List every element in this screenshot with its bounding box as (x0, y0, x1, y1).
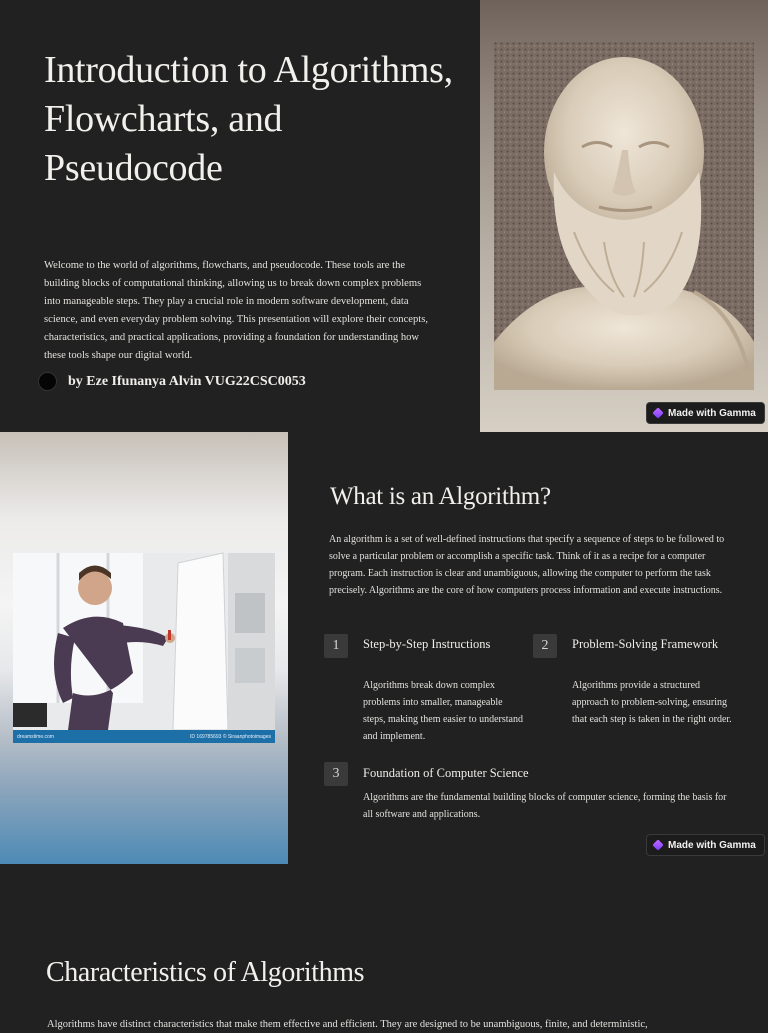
slide-body-text: Algorithms have distinct characteristics that make them effective and efficient. They are designed to be unambiguous, finite, and deterministic, (47, 1019, 648, 1030)
gamma-logo-icon (652, 407, 663, 418)
step-number-3: 3 (324, 762, 348, 786)
slide-intro (0, 0, 768, 432)
photo-watermark-bar (13, 730, 275, 743)
step-number-1: 1 (324, 634, 348, 658)
made-with-gamma-badge[interactable] (646, 834, 765, 856)
socrates-bust-image (494, 42, 754, 390)
slide-title: Introduction to Algorithms, Flowcharts, and Pseudocode (44, 49, 453, 189)
item-title-3: Foundation of Computer Science (363, 766, 529, 780)
badge-label: Made with Gamma (668, 839, 756, 851)
image-panel (0, 432, 288, 864)
badge-label: Made with Gamma (668, 407, 756, 419)
author-row (38, 372, 306, 391)
item-desc-3: Algorithms are the fundamental building blocks of computer science, forming the basis for all software and applications. (363, 792, 727, 820)
man-at-flipchart-image (13, 553, 275, 743)
slide-title: What is an Algorithm? (330, 483, 551, 510)
item-title-1: Step-by-Step Instructions (363, 637, 491, 651)
photo-caption-left: dreamstime.com (17, 733, 54, 740)
slide-intro-text: Welcome to the world of algorithms, flowcharts, and pseudocode. These tools are the building blocks of computational thinking, allowing us to break down complex problems into manageable steps. They play a crucial role in modern software development, data science, and even everyday problem solving. This presentation will explore their concepts, characteristics, and practical applications, providing a foundation for understanding how these tools shape our digital world. (44, 260, 429, 361)
slide-what-is-algorithm (0, 432, 768, 864)
slide-characteristics (0, 864, 768, 1030)
item-desc-1: Algorithms break down complex problems into smaller, manageable steps, making them easier to understand and implement. (363, 680, 523, 742)
slide-body-text: An algorithm is a set of well-defined instructions that specify a sequence of steps to be followed to solve a particular problem or accomplish a specific task. Think of it as a recipe for a computer program. Each instruction is clear and unambiguous, allowing the computer to perform the task precisely. Algorithms are the core of how computers process information and execute instructions. (329, 534, 725, 596)
item-title-2: Problem-Solving Framework (572, 637, 719, 651)
gamma-logo-icon (652, 839, 663, 850)
image-panel (480, 0, 768, 432)
made-with-gamma-badge[interactable] (646, 402, 765, 424)
author-name: by Eze Ifunanya Alvin VUG22CSC0053 (68, 373, 306, 389)
step-number-2: 2 (533, 634, 557, 658)
item-desc-2: Algorithms provide a structured approach to problem-solving, ensuring that each step is taken in the right order. (572, 680, 732, 725)
avatar (38, 372, 57, 391)
photo-caption-right: ID 169785693 © Siraanphotoimages (190, 733, 271, 740)
slide-title: Characteristics of Algorithms (46, 957, 365, 988)
